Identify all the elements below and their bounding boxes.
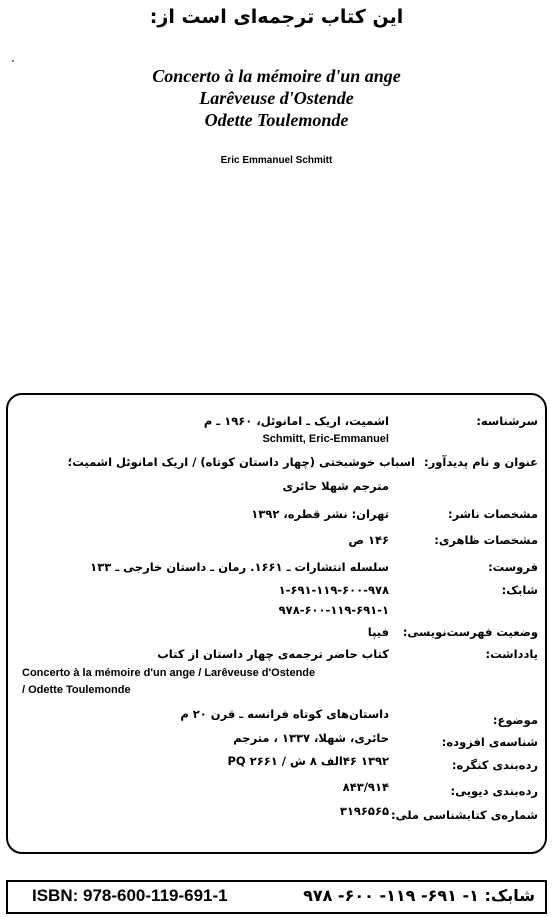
lc-classification-label: رده‌بندی کنگره:: [451, 758, 538, 772]
added-entry-label: شناسه‌ی افزوده:: [441, 735, 538, 749]
note-latin-line1: Concerto à la mémoire d'un ange / Larêveuse d'Ostende: [22, 667, 316, 679]
publisher-value: تهران: نشر قطره، ۱۳۹۲: [251, 507, 389, 521]
isbn-latin: ISBN: 978-600-119-691-1: [32, 886, 228, 905]
isbn-bar: [6, 880, 547, 914]
subject-value: داستان‌های کوتاه فرانسه ـ قرن ۲۰ م: [180, 707, 389, 721]
series-label: فروست:: [488, 560, 538, 574]
physical-label: مشخصات ظاهری:: [434, 533, 538, 547]
cip-record-box: [6, 393, 547, 854]
dewey-value: ۸۴۳/۹۱۴: [342, 780, 389, 794]
isbn-persian: شابک: ۱- ۶۹۱- ۱۱۹- ۶۰۰- ۹۷۸: [303, 886, 535, 905]
dewey-label: رده‌بندی دیویی:: [450, 784, 538, 798]
catalog-status-label: وضعیت فهرست‌نویسی:: [402, 625, 538, 639]
lc-classification-value: ۱۳۹۲ ۴۶الف ۸ ش / ۲۶۶۱ PQ: [227, 754, 389, 768]
original-title-3: Odette Toulemonde: [204, 110, 349, 130]
page-heading: این کتاب ترجمه‌ای است از:: [149, 6, 404, 28]
title-value-line2: مترجم شهلا حائری: [282, 479, 389, 493]
physical-value: ۱۴۶ ص: [348, 533, 389, 547]
series-value: سلسله انتشارات ـ ۱۶۶۱. رمان ـ داستان خارجی ـ ۱۳۳: [90, 560, 389, 574]
sarshenase-latin: Schmitt, Eric-Emmanuel: [262, 433, 389, 445]
speck: [12, 60, 14, 62]
sarshenase-label: سرشناسه:: [476, 414, 538, 428]
original-title-1: Concerto à la mémoire d'un ange: [152, 66, 401, 86]
original-title-2: Larêveuse d'Ostende: [199, 88, 354, 108]
title-label: عنوان و نام پدیدآور:: [424, 455, 538, 469]
isbn-label: شابک:: [501, 583, 538, 597]
original-author: Eric Emmanuel Schmitt: [220, 155, 333, 166]
subject-label: موضوع:: [492, 713, 538, 727]
note-value: کتاب حاضر ترجمه‌ی چهار داستان از کتاب: [157, 647, 389, 661]
national-bibliography-value: ۳۱۹۶۵۶۵: [339, 804, 389, 818]
sarshenase-value: اشمیت، اریک ـ امانوئل، ۱۹۶۰ ـ م: [203, 414, 389, 428]
note-latin-line2: / Odette Toulemonde: [22, 684, 131, 696]
title-value-line1: اسباب خوشبختی (چهار داستان کوتاه) / اریک امانوئل اشمیت؛: [67, 455, 415, 469]
original-titles: [0, 65, 553, 131]
publisher-label: مشخصات ناشر:: [447, 507, 538, 521]
added-entry-value: حائری، شهلا، ۱۳۳۷ ، مترجم: [233, 731, 389, 745]
note-label: یادداشت:: [485, 647, 538, 661]
isbn-value-1: ۱-۶۹۱-۱۱۹-۶۰۰-۹۷۸: [278, 583, 389, 597]
isbn-value-2: ۹۷۸-۶۰۰-۱۱۹-۶۹۱-۱: [278, 603, 389, 617]
catalog-status-value: فیپا: [367, 625, 389, 639]
national-bibliography-label: شماره‌ی کتابشناسی ملی:: [390, 808, 538, 822]
